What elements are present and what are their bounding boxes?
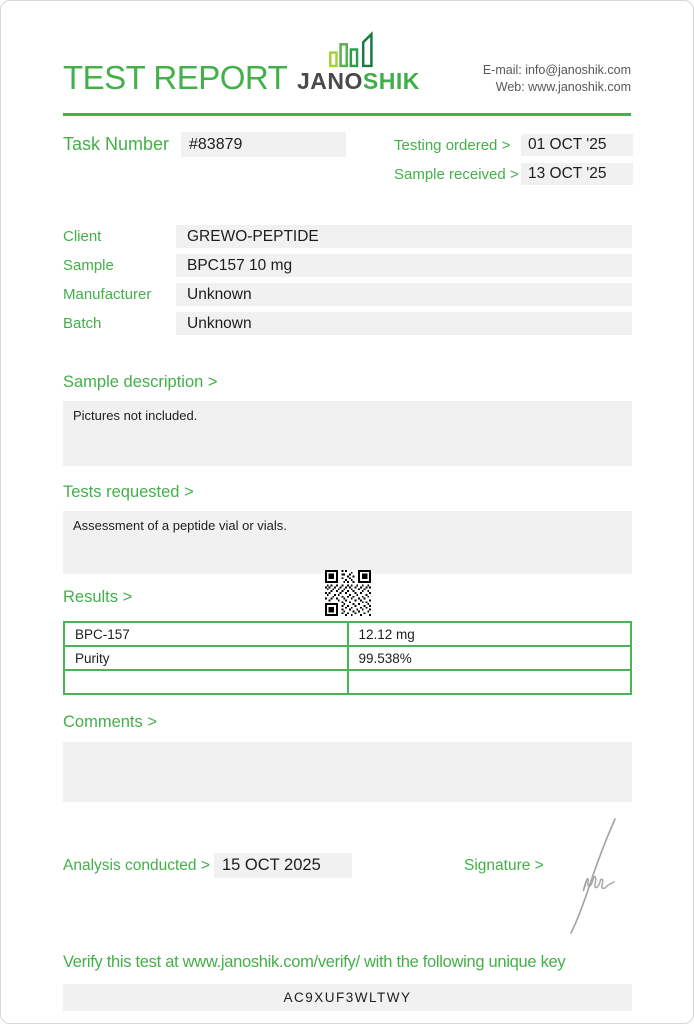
manufacturer-label: Manufacturer — [63, 286, 152, 303]
sample-description-box: Pictures not included. — [63, 401, 632, 466]
sample-received-label: Sample received > — [394, 166, 519, 183]
logo-wordmark — [297, 68, 420, 94]
testing-ordered-value: 01 OCT '25 — [521, 134, 633, 156]
comments-box — [63, 742, 632, 802]
results-heading: Results > — [63, 588, 133, 606]
client-label: Client — [63, 228, 102, 245]
client-value: GREWO-PEPTIDE — [176, 225, 632, 248]
analysis-conducted-label: Analysis conducted > — [63, 857, 210, 874]
page-title: TEST REPORT — [63, 59, 288, 96]
tests-requested-heading: Tests requested > — [63, 483, 194, 501]
sample-value: BPC157 10 mg — [176, 254, 632, 277]
task-number-label: Task Number — [63, 134, 170, 154]
result-name — [64, 670, 348, 694]
analysis-conducted-date: 15 OCT 2025 — [214, 853, 352, 878]
sample-description-heading: Sample description > — [63, 373, 218, 391]
result-name: Purity — [64, 646, 348, 670]
results-table — [63, 621, 632, 695]
unique-key-value: AC9XUF3WLTWY — [63, 984, 632, 1011]
bar-chart-growth-icon — [320, 31, 392, 68]
table-row — [64, 646, 631, 670]
header-divider — [63, 113, 631, 116]
result-value: 99.538% — [348, 646, 632, 670]
tests-requested-box: Assessment of a peptide vial or vials. — [63, 511, 632, 574]
result-value: 12.12 mg — [348, 622, 632, 646]
result-value — [348, 670, 632, 694]
contact-email: E-mail: info@janoshik.com — [482, 63, 631, 77]
signature-label: Signature > — [464, 857, 544, 874]
sample-received-value: 13 OCT '25 — [521, 163, 633, 185]
sample-label: Sample — [63, 257, 114, 274]
testing-ordered-label: Testing ordered > — [394, 137, 511, 154]
task-number-value: #83879 — [181, 132, 346, 157]
table-row — [64, 670, 631, 694]
contact-web: Web: www.janoshik.com — [495, 80, 631, 94]
logo-part-dark: JANO — [297, 68, 363, 94]
result-name: BPC-157 — [64, 622, 348, 646]
logo-part-green: SHIK — [362, 68, 420, 94]
manufacturer-value: Unknown — [176, 283, 632, 306]
batch-value: Unknown — [176, 312, 632, 335]
contact-info — [483, 62, 631, 96]
table-row — [64, 622, 631, 646]
verify-instruction: Verify this test at www.janoshik.com/verify/ with the following unique key — [63, 953, 566, 971]
comments-heading: Comments > — [63, 713, 157, 731]
janoshik-logo — [297, 31, 420, 94]
signature-scribble — [553, 815, 629, 937]
qr-code — [325, 570, 371, 616]
batch-label: Batch — [63, 315, 102, 332]
